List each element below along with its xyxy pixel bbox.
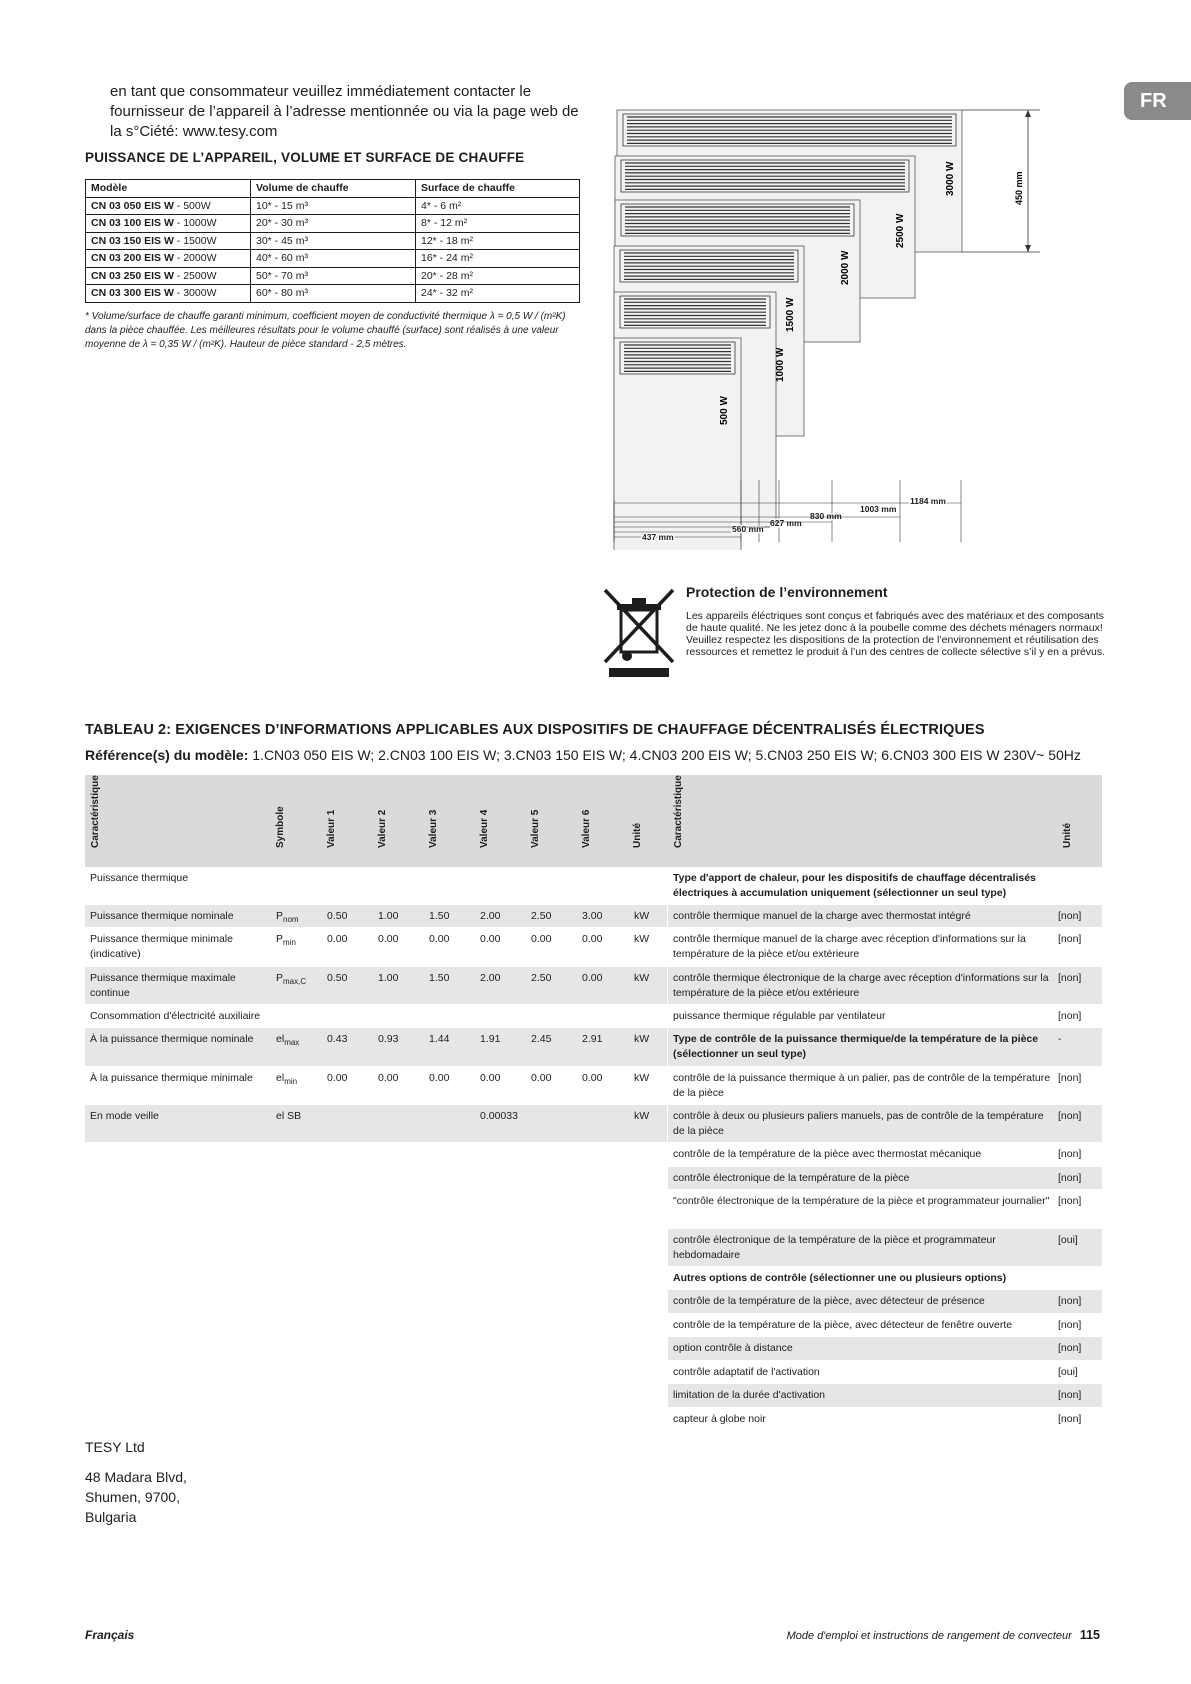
symbol-subscript: min <box>283 938 296 948</box>
power-table-row <box>86 197 580 215</box>
table-row <box>85 1067 667 1105</box>
model-code: CN 03 250 EIS W <box>91 269 174 282</box>
characteristic-text: contrôle de la température de la pièce avec thermostat mécanique <box>673 1148 982 1160</box>
table-row <box>668 1229 1102 1267</box>
unit-cell: kW <box>634 1033 650 1045</box>
symbol: P <box>276 910 284 922</box>
width-label: 627 mm <box>770 518 802 528</box>
header-symbol: Symbole <box>275 806 286 848</box>
power-label: 2000 W <box>840 250 851 285</box>
model-power: - 1000W <box>173 217 217 230</box>
model-code: CN 03 200 EIS W <box>91 252 174 265</box>
value-cell: 2.00 <box>480 972 501 984</box>
table-row <box>668 905 1102 928</box>
symbol-cell <box>276 1071 297 1089</box>
unit-value: [non] <box>1058 1413 1082 1425</box>
value-cell: 2.50 <box>531 910 552 922</box>
model-code: CN 03 100 EIS W <box>91 217 174 230</box>
characteristic-label: Consommation d'électricité auxiliaire <box>90 1010 261 1022</box>
symbol: el <box>276 1072 285 1084</box>
table-row <box>668 1337 1102 1361</box>
unit-value: [non] <box>1058 1172 1082 1184</box>
value-cell: 0.93 <box>378 1033 399 1045</box>
model-power: - 2000W <box>173 252 217 265</box>
characteristic-label: Puissance thermique nominale <box>90 910 234 922</box>
value-cell: 0.43 <box>327 1033 348 1045</box>
value-cell: 1.00 <box>378 910 399 922</box>
footer-doc-info <box>787 1628 1100 1642</box>
characteristic-text: "contrôle électronique de la température de la pièce et programmateur journalier" <box>673 1195 1050 1207</box>
unit-value: [non] <box>1058 1319 1082 1331</box>
value-cell: 1.50 <box>429 910 450 922</box>
characteristic-label: Puissance thermique maximale continue <box>90 972 236 999</box>
characteristic-label: En mode veille <box>90 1110 159 1122</box>
characteristic-text: contrôle de la puissance thermique à un palier, pas de contrôle de la température de la pièce <box>673 1072 1051 1099</box>
table-row <box>85 967 667 1005</box>
value-cell: 0.00 <box>327 1072 348 1084</box>
unit-value: [non] <box>1058 972 1082 984</box>
characteristic-text: Autres options de contrôle (sélectionner une ou plusieurs options) <box>673 1272 1007 1284</box>
model-power: - 3000W <box>173 287 217 300</box>
environment-title: Protection de l’environnement <box>686 584 888 600</box>
surface-cell: 20* - 28 m² <box>416 267 580 285</box>
table-row <box>668 1190 1102 1229</box>
characteristic-text: Type d'apport de chaleur, pour les dispositifs de chauffage décentralisés électriques à accumulation uniquement (sélectionner un seul type) <box>673 872 1036 899</box>
value-cell: 2.50 <box>531 972 552 984</box>
characteristic-text: contrôle de la température de la pièce, avec détecteur de fenêtre ouverte <box>673 1319 1013 1331</box>
power-section-title: PUISSANCE DE L’APPAREIL, VOLUME ET SURFACE DE CHAUFFE <box>85 150 525 165</box>
unit-value: [non] <box>1058 1148 1082 1160</box>
table-row <box>668 1384 1102 1408</box>
convector-size-diagram <box>610 100 1090 550</box>
table-row <box>668 1105 1102 1143</box>
power-label: 3000 W <box>945 161 956 196</box>
model-code: CN 03 050 EIS W <box>91 199 174 212</box>
header-value2: Valeur 2 <box>377 809 388 848</box>
unit-value: [non] <box>1058 1072 1082 1084</box>
environment-text: Les appareils éléctriques sont conçus et fabriqués avec des matériaux et des composants de haute qualité. Ne les jetez donc à la poubelle comme des déchets ménagers normaux! Veuillez respectez les dispositions de la protection de l’environnement et réutilisation des ressources et remettez le produit à l’un des centres de collecte sélective s’il y en a prévus. <box>686 610 1106 658</box>
header-value4: Valeur 4 <box>479 809 490 848</box>
value-cell: 0.00 <box>378 933 399 945</box>
unit-value: [non] <box>1058 933 1082 945</box>
width-label: 437 mm <box>642 532 674 542</box>
header-unit-right: Unité <box>1062 823 1073 848</box>
value-cell: 1.44 <box>429 1033 450 1045</box>
characteristic-text: contrôle thermique électronique de la charge avec réception d'informations sur la température de la pièce et/ou extérieure <box>673 972 1049 999</box>
footer-doc-title: Mode d'emploi et instructions de rangement de convecteur <box>786 1630 1072 1642</box>
table-row <box>85 867 667 905</box>
characteristic-text: contrôle à deux ou plusieurs paliers manuels, pas de contrôle de la température de la pièce <box>673 1110 1044 1137</box>
value-cell: 0.50 <box>327 910 348 922</box>
symbol: P <box>276 933 284 945</box>
surface-cell: 12* - 18 m² <box>416 232 580 250</box>
volume-cell: 60* - 80 m³ <box>251 285 416 303</box>
address-line1: 48 Madara Blvd, <box>85 1469 187 1485</box>
header-value6: Valeur 6 <box>581 809 592 848</box>
characteristic-text: puissance thermique régulable par ventilateur <box>673 1010 886 1022</box>
unit-value: - <box>1058 1033 1062 1045</box>
width-label: 560 mm <box>732 524 764 534</box>
model-power: - 2500W <box>173 269 217 282</box>
model-cell <box>86 232 251 250</box>
symbol: el SB <box>276 1110 302 1122</box>
table-row <box>85 905 667 928</box>
value-cell: 0.00033 <box>480 1110 518 1122</box>
power-label: 500 W <box>719 396 730 425</box>
table-row <box>668 1267 1102 1290</box>
symbol-cell <box>276 932 296 950</box>
symbol-cell <box>276 909 299 927</box>
surface-cell: 16* - 24 m² <box>416 250 580 268</box>
table-row <box>668 867 1102 905</box>
unit-cell: kW <box>634 1110 650 1122</box>
table-row <box>85 1005 667 1028</box>
unit-cell: kW <box>634 933 650 945</box>
unit-value: [non] <box>1058 1295 1082 1307</box>
width-label: 1003 mm <box>860 504 897 514</box>
value-cell: 3.00 <box>582 910 603 922</box>
characteristic-text: option contrôle à distance <box>673 1342 793 1354</box>
volume-cell: 30* - 45 m³ <box>251 232 416 250</box>
model-code: CN 03 300 EIS W <box>91 287 174 300</box>
power-label: 1500 W <box>785 297 796 332</box>
value-cell: 0.00 <box>429 933 450 945</box>
table2-title: TABLEAU 2: EXIGENCES D’INFORMATIONS APPLICABLES AUX DISPOSITIFS DE CHAUFFAGE DÉCENTRALISÉS ÉLECTRIQUES <box>85 722 985 738</box>
unit-cell: kW <box>634 1072 650 1084</box>
value-cell: 2.91 <box>582 1033 603 1045</box>
model-cell <box>86 197 251 215</box>
volume-cell: 40* - 60 m³ <box>251 250 416 268</box>
characteristic-text: contrôle électronique de la température de la pièce <box>673 1172 910 1184</box>
header-value3: Valeur 3 <box>428 809 439 848</box>
characteristic-text: contrôle thermique manuel de la charge avec thermostat intégré <box>673 910 971 922</box>
convector-outline <box>614 338 741 550</box>
value-cell: 0.00 <box>582 933 603 945</box>
table2-model-references <box>85 747 1081 763</box>
unit-value: [non] <box>1058 1110 1082 1122</box>
table-row <box>85 1028 667 1067</box>
value-cell: 0.00 <box>480 933 501 945</box>
header-value1: Valeur 1 <box>326 809 337 848</box>
unit-value: [non] <box>1058 1389 1082 1401</box>
width-label: 1184 mm <box>910 496 946 506</box>
model-cell <box>86 215 251 233</box>
symbol-subscript: nom <box>283 915 299 925</box>
characteristic-label: Puissance thermique minimale (indicative) <box>90 933 233 960</box>
model-cell <box>86 285 251 303</box>
address-line2: Shumen, 9700, <box>85 1489 180 1505</box>
characteristic-text: contrôle de la température de la pièce, avec détecteur de présence <box>673 1295 985 1307</box>
header-volume: Volume de chauffe <box>251 180 416 198</box>
table-row <box>668 1290 1102 1314</box>
model-cell <box>86 250 251 268</box>
page-number: 115 <box>1079 1628 1100 1642</box>
model-power: - 1500W <box>173 234 217 247</box>
height-label: 450 mm <box>1014 171 1024 205</box>
characteristic-text: contrôle électronique de la température de la pièce et programmateur hebdomadaire <box>673 1234 996 1261</box>
value-cell: 1.50 <box>429 972 450 984</box>
table2-header <box>85 775 1102 867</box>
volume-cell: 50* - 70 m³ <box>251 267 416 285</box>
ref-value: 1.CN03 050 EIS W; 2.CN03 100 EIS W; 3.CN03 150 EIS W; 4.CN03 200 EIS W; 5.CN03 250 EIS W; 6.CN03 300 EIS W 230V~ 50Hz <box>248 747 1081 763</box>
table-row <box>668 1067 1102 1105</box>
wheelie-bin-crossed-icon <box>603 588 675 678</box>
header-characteristic: Caractéristique <box>90 775 101 848</box>
characteristic-text: Type de contrôle de la puissance thermique/de la température de la pièce (sélectionner un seul type) <box>673 1033 1039 1060</box>
unit-cell: kW <box>634 972 650 984</box>
table-row <box>668 1314 1102 1337</box>
table-row <box>668 1005 1102 1028</box>
characteristic-text: capteur à globe noir <box>673 1413 766 1425</box>
model-power: - 500W <box>173 199 211 212</box>
value-cell: 2.00 <box>480 910 501 922</box>
power-table-header <box>86 180 580 198</box>
unit-value: [non] <box>1058 910 1082 922</box>
value-cell: 0.00 <box>531 933 552 945</box>
unit-value: [oui] <box>1058 1366 1078 1378</box>
symbol-cell <box>276 1032 299 1050</box>
value-cell: 0.00 <box>480 1072 501 1084</box>
symbol-cell <box>276 1109 301 1127</box>
characteristic-label: À la puissance thermique minimale <box>90 1072 253 1084</box>
power-footnote: * Volume/surface de chauffe garanti minimum, coefficient moyen de conductivité thermique λ = 0,5 W / (m²K) dans la pièce chauffée. Les méilleures résultats pour le volume chauffé (surface) sont réalisés à une valeur moyenne de λ = 0,35 W / (m²K). Hauteur de pièce standard - 2,5 mètres. <box>85 311 566 350</box>
characteristic-label: À la puissance thermique nominale <box>90 1033 254 1045</box>
width-label: 830 mm <box>810 511 842 521</box>
power-table-row <box>86 215 580 233</box>
symbol: P <box>276 972 284 984</box>
unit-value: [non] <box>1058 1342 1082 1354</box>
table-row <box>668 928 1102 967</box>
value-cell: 2.45 <box>531 1033 552 1045</box>
header-value5: Valeur 5 <box>530 809 541 848</box>
ref-label: Référence(s) du modèle: <box>85 747 249 763</box>
power-table <box>85 179 580 303</box>
table-row <box>668 1408 1102 1431</box>
table-row <box>668 967 1102 1005</box>
symbol-subscript: max,C <box>283 977 307 987</box>
header-characteristic-right: Caractéristique <box>673 775 684 848</box>
table-row <box>668 1361 1102 1384</box>
unit-value: [non] <box>1058 1010 1082 1022</box>
symbol-cell <box>276 971 306 989</box>
characteristic-label: Puissance thermique <box>90 872 189 884</box>
unit-value: [oui] <box>1058 1234 1078 1246</box>
power-table-row <box>86 267 580 285</box>
volume-cell: 10* - 15 m³ <box>251 197 416 215</box>
intro-text: en tant que consommateur veuillez immédiatement contacter le fournisseur de l’appareil à l’adresse mentionnée ou via la page web de la s°Ciété: www.tesy.com <box>110 83 579 140</box>
power-label: 1000 W <box>775 347 786 382</box>
header-unit: Unité <box>632 823 643 848</box>
header-surface: Surface de chauffe <box>416 180 580 198</box>
model-code: CN 03 150 EIS W <box>91 234 174 247</box>
model-cell <box>86 267 251 285</box>
characteristic-text: limitation de la durée d'activation <box>673 1389 826 1401</box>
symbol-subscript: max <box>284 1038 300 1048</box>
unit-cell: kW <box>634 910 650 922</box>
table-row <box>85 1105 667 1143</box>
value-cell: 0.00 <box>582 972 603 984</box>
footer-language: Français <box>85 1628 135 1642</box>
value-cell: 1.00 <box>378 972 399 984</box>
surface-cell: 8* - 12 m² <box>416 215 580 233</box>
value-cell: 0.00 <box>429 1072 450 1084</box>
volume-cell: 20* - 30 m³ <box>251 215 416 233</box>
value-cell: 0.00 <box>531 1072 552 1084</box>
value-cell: 0.50 <box>327 972 348 984</box>
value-cell: 1.91 <box>480 1033 501 1045</box>
value-cell: 0.00 <box>327 933 348 945</box>
power-label: 2500 W <box>895 213 906 248</box>
company-name: TESY Ltd <box>85 1439 145 1455</box>
surface-cell: 24* - 32 m² <box>416 285 580 303</box>
value-cell: 0.00 <box>582 1072 603 1084</box>
power-table-row <box>86 285 580 303</box>
characteristic-text: contrôle adaptatif de l'activation <box>673 1366 820 1378</box>
header-model: Modèle <box>86 180 251 198</box>
language-tab: FR <box>1124 82 1191 120</box>
table-row <box>668 1028 1102 1067</box>
value-cell: 0.00 <box>378 1072 399 1084</box>
address-line3: Bulgaria <box>85 1509 137 1525</box>
symbol-subscript: min <box>284 1077 298 1087</box>
power-table-row <box>86 232 580 250</box>
table-row <box>85 928 667 967</box>
unit-value: [non] <box>1058 1195 1082 1207</box>
table-row <box>668 1143 1102 1167</box>
power-table-row <box>86 250 580 268</box>
surface-cell: 4* - 6 m² <box>416 197 580 215</box>
symbol: el <box>276 1033 285 1045</box>
characteristic-text: contrôle thermique manuel de la charge avec réception d'informations sur la température de la pièce et/ou extérieure <box>673 933 1026 960</box>
table-row <box>668 1167 1102 1190</box>
